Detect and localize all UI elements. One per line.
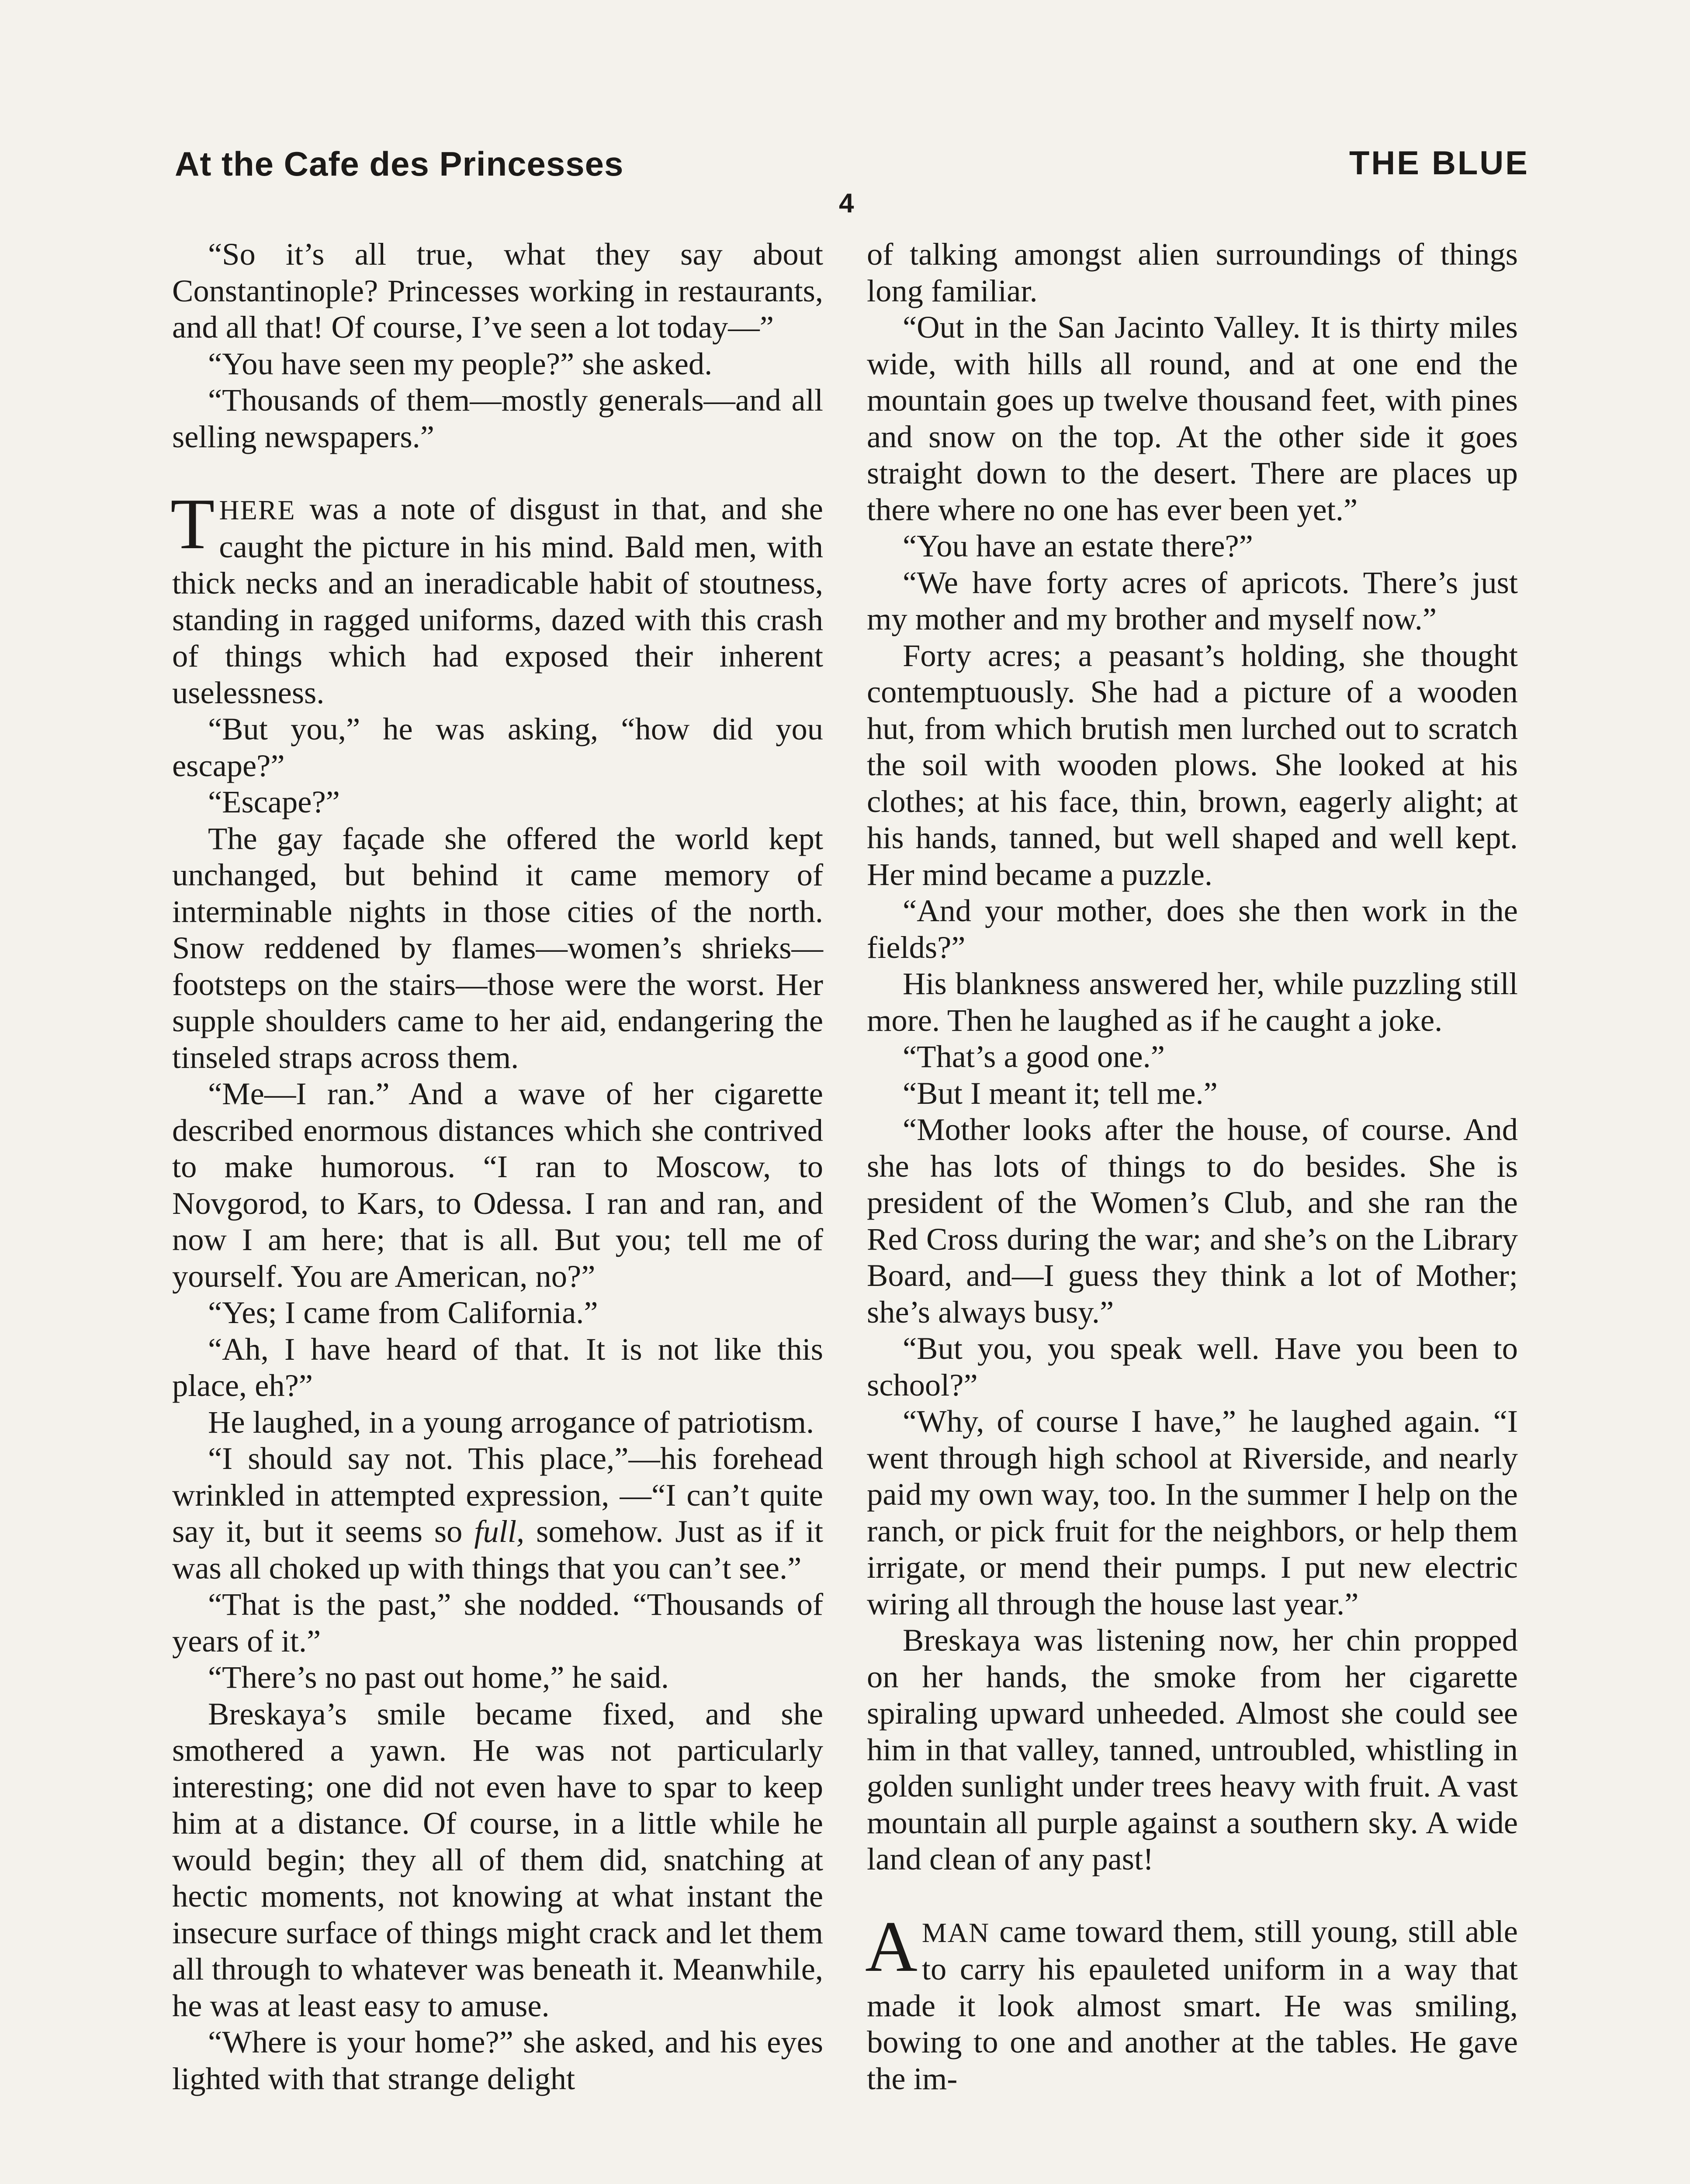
- paragraph: “And your mother, does she then work in the fields?”: [867, 893, 1518, 965]
- paragraph-text: came toward them, still young, still able to carry his epauleted uniform in a way that made it look almost smart. He was smiling, bowing to one and another at the tables. He gave the im-: [867, 1913, 1518, 2096]
- drop-cap: T: [170, 484, 215, 564]
- paragraph: [172, 1440, 823, 1586]
- emphasis-text: full,: [474, 1514, 525, 1549]
- paragraph: “We have forty acres of apricots. There’s just my mother and my brother and myself now.”: [867, 564, 1518, 636]
- paragraph-with-drop-cap: [170, 484, 823, 711]
- paragraph: “You have seen my people?” she asked.: [208, 346, 713, 381]
- paragraph-with-drop-cap: [865, 1906, 1518, 2097]
- paragraph-text: was a note of disgust in that, and she caught the picture in his mind. Bald men, with thick necks and an ineradicable habit of stoutness, standing in ragged uniforms, dazed with this crash of things which had exposed their inherent uselessness.: [172, 491, 823, 710]
- paragraph: Breskaya’s smile became fixed, and she smothered a yawn. He was not particularly interesting; one did not even have to spar to keep him at a distance. Of course, in a little while he would begin; they all of them did, snatching at hectic moments, not knowing at what instant the insecure surface of things might crack and let them all through to whatever was beneath it. Meanwhile, he was at least easy to amuse.: [172, 1696, 823, 2023]
- right-column: [867, 236, 1518, 2097]
- paragraph: The gay façade she offered the world kept unchanged, but behind it came memory of interminable nights in those cities of the north. Snow reddened by flames—women’s shrieks—footsteps on the stairs—those were the worst. Her supple shoulders came to her aid, endangering the tinseled straps across them.: [172, 820, 823, 1075]
- small-caps-lead: MAN: [921, 1917, 990, 1948]
- paragraph-continued: of talking amongst alien surroundings of things long familiar.: [867, 236, 1518, 308]
- paragraph: “Yes; I came from California.”: [208, 1295, 598, 1330]
- paragraph: He laughed, in a young arrogance of patriotism.: [208, 1404, 814, 1440]
- paragraph-text: somehow. Just as if it was all choked up with things that you can’t see.”: [172, 1514, 823, 1586]
- paragraph: “But you, you speak well. Have you been to school?”: [867, 1330, 1518, 1403]
- paragraph: “But you,” he was asking, “how did you escape?”: [172, 711, 823, 783]
- paragraph-text: “I should say not. This place,”—his forehead wrinkled in attempted expression, —“I can’t quite say it, but it seems so: [172, 1441, 823, 1549]
- paragraph: “That’s a good one.”: [903, 1039, 1165, 1074]
- story-title: At the Cafe des Princesses: [175, 145, 624, 183]
- paragraph: “So it’s all true, what they say about Constantinople? Princesses working in restaurants, and all that! Of course, I’ve seen a lot today—”: [172, 236, 823, 345]
- paragraph: “That is the past,” she nodded. “Thousands of years of it.”: [172, 1586, 823, 1659]
- paragraph: “Why, of course I have,” he laughed again. “I went through high school at Riverside, and nearly paid my own way, too. In the summer I help on the ranch, or pick fruit for the neighbors, or help them irrigate, or mend their pumps. I put new electric wiring all through the house last year.”: [867, 1403, 1518, 1621]
- paragraph: “But I meant it; tell me.”: [903, 1075, 1218, 1111]
- paragraph: “Escape?”: [208, 784, 340, 819]
- magazine-name: THE BLUE: [1349, 145, 1529, 182]
- paragraph: “You have an estate there?”: [903, 528, 1253, 563]
- left-column: [172, 236, 823, 2097]
- section-break: [172, 455, 823, 491]
- paragraph: “Ah, I have heard of that. It is not like this place, eh?”: [172, 1331, 823, 1403]
- small-caps-lead: HERE: [219, 494, 296, 525]
- page-number: 4: [839, 188, 854, 218]
- paragraph: His blankness answered her, while puzzling still more. Then he laughed as if he caught a joke.: [867, 966, 1518, 1038]
- drop-cap: A: [865, 1906, 918, 1987]
- paragraph: Forty acres; a peasant’s holding, she thought contemptuously. She had a picture of a wooden hut, from which brutish men lurched out to scratch the soil with wooden plows. She looked at his clothes; at his face, thin, brown, eagerly alight; at his hands, tanned, but well shaped and well kept. Her mind became a puzzle.: [867, 637, 1518, 892]
- paragraph: “Where is your home?” she asked, and his eyes lighted with that strange delight: [172, 2024, 823, 2096]
- paragraph: “Me—I ran.” And a wave of her cigarette described enormous distances which she contrived to make humorous. “I ran to Moscow, to Novgorod, to Kars, to Odessa. I ran and ran, and now I am here; that is all. But you; tell me of yourself. You are American, no?”: [172, 1076, 823, 1294]
- paragraph: “Mother looks after the house, of course. And she has lots of things to do besides. She is president of the Women’s Club, and she ran the Red Cross during the war; and she’s on the Library Board, and—I guess they think a lot of Mother; she’s always busy.”: [867, 1112, 1518, 1330]
- paragraph: “Thousands of them—mostly generals—and all selling newspapers.”: [172, 382, 823, 454]
- paragraph: “Out in the San Jacinto Valley. It is thirty miles wide, with hills all round, and at one end the mountain goes up twelve thousand feet, with pines and snow on the top. At the other side it goes straight down to the desert. There are places up there where no one has ever been yet.”: [867, 309, 1518, 527]
- paragraph: “There’s no past out home,” he said.: [208, 1659, 669, 1695]
- paragraph: Breskaya was listening now, her chin propped on her hands, the smoke from her cigarette spiraling upward unheeded. Almost she could see him in that valley, tanned, untroubled, whistling in golden sunlight under trees heavy with fruit. A vast mountain all purple against a southern sky. A wide land clean of any past!: [867, 1622, 1518, 1876]
- section-break: [867, 1877, 1518, 1913]
